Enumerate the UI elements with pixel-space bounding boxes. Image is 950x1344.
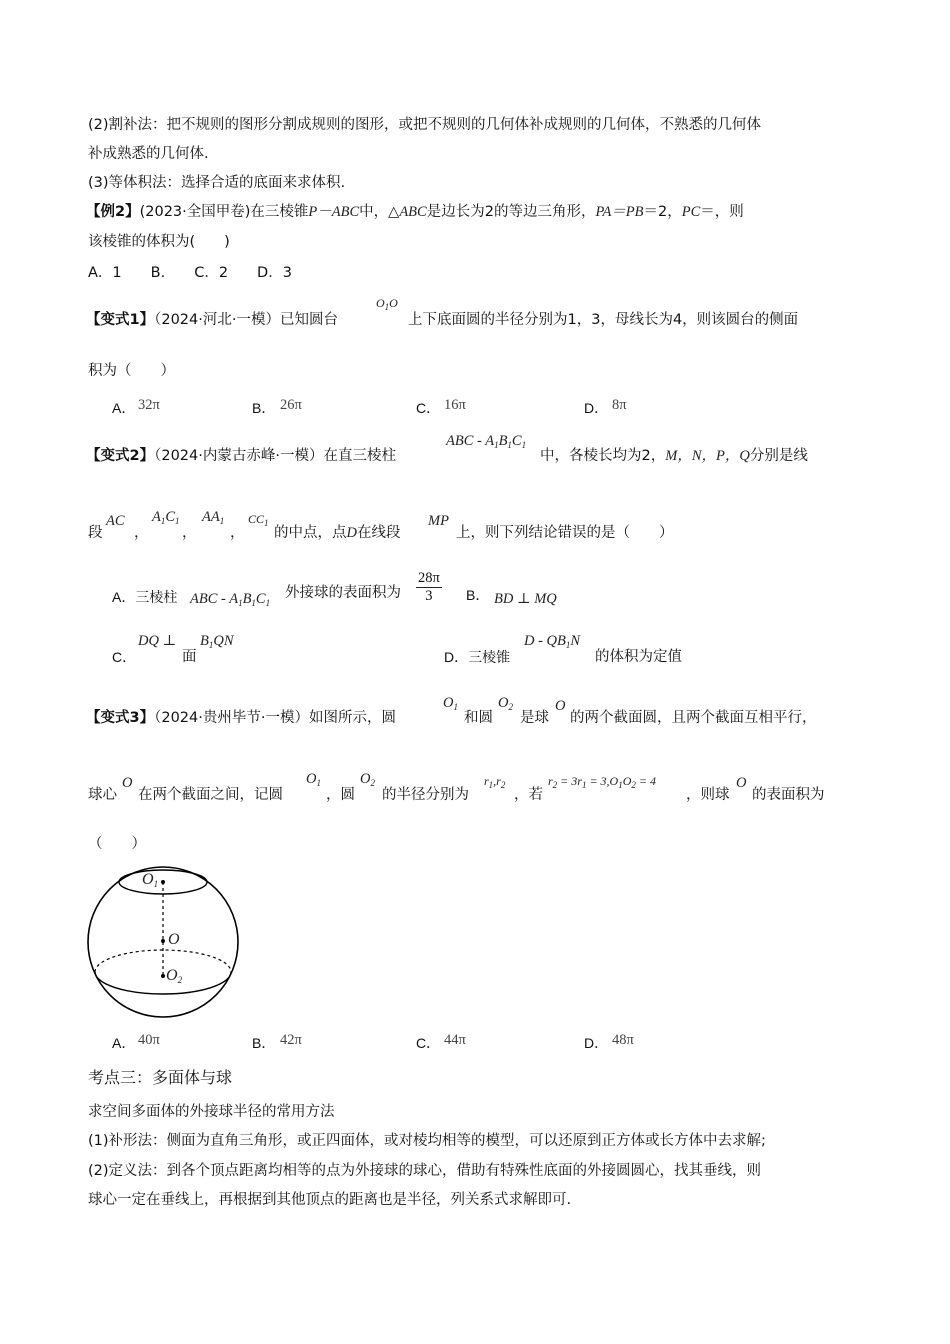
variant3-line2-g: 的表面积为 <box>752 787 825 803</box>
variant2-option-d: D．三棱锥 <box>444 649 511 665</box>
variant3-o1-b: $O_1$ <box>306 771 321 788</box>
variant2-option-c: C． <box>112 649 137 665</box>
variant2-line1: 【变式2】（2024·内蒙古赤峰·一模）在直三棱柱 <box>86 448 396 464</box>
variant3-o2: $O_2$ <box>498 695 513 712</box>
method-split-line1: (2)割补法：把不规则的图形分割成规则的图形，或把不规则的几何体补成规则的几何体，不熟悉的几何体 <box>88 117 762 133</box>
variant3-option-b-value: 42π <box>280 1032 302 1048</box>
section3-method2-line2: 球心一定在垂线上，再根据到其他顶点的距离也是半径，列关系式求解即可. <box>88 1192 572 1208</box>
variant2-option-c-expr: DQ ⊥ <box>138 633 177 649</box>
variant2-seg-a1c1: $A_1C_1$ <box>152 509 180 526</box>
method-equal-volume: (3)等体积法：选择合适的底面来求体积. <box>88 175 346 191</box>
variant2-option-d-expr: D - $QB_1N$ <box>524 633 581 650</box>
variant3-line1-a: 【变式3】（2024·贵州毕节·一模）如图所示，圆 <box>86 710 396 726</box>
variant2-option-b-expr: BD ⊥ MQ <box>494 591 557 607</box>
variant3-o-center: O <box>122 775 133 791</box>
variant1-label-o1o: $O_1O$ <box>376 296 398 312</box>
variant1-line2: 积为（ ） <box>88 363 175 379</box>
figure-label-o: O <box>168 931 180 948</box>
section3-method1: (1)补形法：侧面为直角三角形，或正四面体，或对棱均相等的模型，可以还原到正方体或长方体中去求解; <box>88 1133 766 1149</box>
variant2-option-a: A．三棱柱 <box>112 589 178 605</box>
figure-label-o1: $O_1$ <box>142 871 159 889</box>
variant3-line2-f: ，则球 <box>686 787 730 803</box>
variant1-option-c: C． <box>416 400 441 416</box>
variant3-and: 和圆 <box>464 710 493 726</box>
variant2-seg-cc1: $CC_1$ <box>248 512 269 528</box>
comma: ， <box>182 525 197 541</box>
sphere-figure <box>84 860 244 1020</box>
variant1-option-d-value: 8π <box>612 397 627 413</box>
variant3-line2-b: 在两个截面之间，记圆 <box>138 787 283 803</box>
point-o1 <box>161 880 165 884</box>
variant2-text5: 上，则下列结论错误的是（ ） <box>456 525 674 541</box>
variant2-seg-aa1: $AA_1$ <box>202 509 225 526</box>
variant3-is-ball: 是球 <box>520 710 549 726</box>
comma: ， <box>230 525 245 541</box>
variant1-option-d: D． <box>584 400 609 416</box>
variant3-option-a-value: 40π <box>138 1032 160 1048</box>
variant1-tag: 【变式1】 <box>86 312 155 328</box>
variant1-option-a: A． <box>112 400 136 416</box>
variant3-rest1: 的两个截面圆，且两个截面互相平行， <box>570 710 817 726</box>
variant2-seg-mp: MP <box>428 513 449 529</box>
example2-tag: 【例2】 <box>86 204 140 220</box>
variant2-option-d-text: 的体积为定值 <box>595 649 682 665</box>
variant2-text3: 的中点，点D在线段 <box>274 525 401 541</box>
variant3-option-d-value: 48π <box>612 1032 634 1048</box>
example2-options: A．1 B. C．2 D．3 <box>88 265 292 281</box>
variant3-r1r2: $r_1,r_2$ <box>484 774 506 790</box>
variant2-option-c-face: 面 <box>182 649 197 665</box>
variant3-line2-e: ，若 <box>514 787 543 803</box>
variant1-option-b: B． <box>252 400 276 416</box>
variant3-option-a: A． <box>112 1035 136 1051</box>
variant3-line3: （ ） <box>88 836 146 852</box>
variant2-option-c-plane: $B_1QN$ <box>200 633 234 650</box>
variant2-prism: ABC - $A_1B_1C_1$ <box>446 433 527 450</box>
section3-title: 考点三：多面体与球 <box>88 1068 233 1087</box>
variant3-line2-c: ，圆 <box>326 787 355 803</box>
example2-line1: 【例2】(2023·全国甲卷)在三棱锥P－ABC中，△ABC是边长为2的等边三角形，PA＝PB＝2，PC＝，则 <box>86 204 744 220</box>
variant2-text1: 中，各棱长均为2，M，N，P，Q分别是线 <box>540 448 808 464</box>
variant3-o2-b: $O_2$ <box>360 771 375 788</box>
variant2-option-a-prism: ABC - $A_1B_1C_1$ <box>190 591 271 608</box>
variant3-line2-a: 球心 <box>88 787 117 803</box>
figure-label-o2: $O_2$ <box>166 967 183 985</box>
variant3-line2-d: 的半径分别为 <box>382 787 469 803</box>
point-o2 <box>161 974 165 978</box>
comma: ， <box>134 525 149 541</box>
variant3-tag: 【变式3】 <box>86 710 155 726</box>
point-o <box>161 939 165 943</box>
variant1-option-b-value: 26π <box>280 397 302 413</box>
variant3-relation: $r_2 = 3r_1 = 3,O_1O_2 = 4$ <box>548 774 656 790</box>
section3-intro: 求空间多面体的外接球半径的常用方法 <box>88 1104 335 1120</box>
variant3-o-ball: O <box>555 698 566 714</box>
variant2-option-a-text: 外接球的表面积为 <box>285 585 401 601</box>
variant3-option-b: B． <box>252 1035 276 1051</box>
variant2-line2-start: 段 <box>88 525 103 541</box>
variant3-option-d: D． <box>584 1035 609 1051</box>
variant1-text: 上下底面圆的半径分别为1，3，母线长为4，则该圆台的侧面 <box>408 312 799 328</box>
section3-method2-line1: (2)定义法：到各个顶点距离均相等的点为外接球的球心，借助有特殊性底面的外接圆圆心，找其垂线，则 <box>88 1163 762 1179</box>
variant3-o-ball-b: O <box>736 775 747 791</box>
example2-line2: 该棱锥的体积为( ) <box>88 234 230 250</box>
variant3-option-c-value: 44π <box>444 1032 466 1048</box>
variant2-tag: 【变式2】 <box>86 448 155 464</box>
variant3-option-c: C． <box>416 1035 441 1051</box>
variant3-o1: $O_1$ <box>443 695 458 712</box>
variant1-line1: 【变式1】（2024·河北·一模）已知圆台 <box>86 312 338 328</box>
variant1-option-a-value: 32π <box>138 397 160 413</box>
variant2-option-b: B． <box>466 587 490 603</box>
variant2-seg-ac: AC <box>106 513 125 529</box>
method-split-line2: 补成熟悉的几何体. <box>88 146 209 162</box>
variant1-option-c-value: 16π <box>444 397 466 413</box>
variant2-option-a-fraction: $\frac{28\pi}{3}$ <box>418 570 440 605</box>
